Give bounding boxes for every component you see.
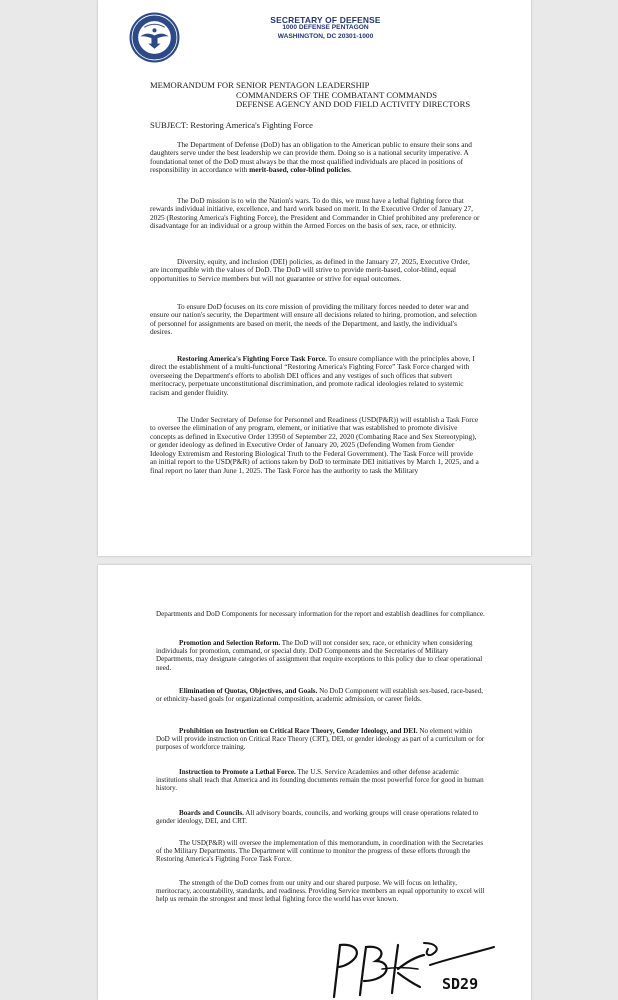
handwritten-signature [326, 939, 516, 999]
memo-line-3: DEFENSE AGENCY AND DOD FIELD ACTIVITY DIRECTORS [236, 99, 471, 110]
paragraph-closing: The strength of the DoD comes from our unity and our shared purpose. We will focus on lethality, meritocracy, accountability, standards, and readiness. Providing Service members an equal opportunity to excel will help us remain the strongest and most lethal fighting force the world has ever known. [156, 879, 485, 904]
memo-page-2 [98, 565, 531, 1000]
subject-line: SUBJECT: Restoring America's Fighting Force [150, 120, 313, 130]
letterhead-address-line1: 1000 DEFENSE PENTAGON [282, 24, 369, 32]
paragraph-usd-task-force: The Under Secretary of Defense for Personnel and Readiness (USD(P&R)) will establish a Task Force to oversee the elimination of any program, element, or initiative that was established to promote divisive concepts as defined in Executive Order 13950 of September 22, 2020 (Combating Race and Sex Stereotyping), or gender ideology as defined in Executive Order of January 20, 2025 (Defending Women from Gender Ideology Extremism and Restoring Biological Truth to the Federal Government). The Task Force will provide an initial report to the USD(P&R) of actions taken by DoD to terminate DEI initiatives by March 1, 2025, and a final report no later than June 1, 2025. The Task Force has the authority to task the Military [150, 415, 479, 475]
memo-line-2: COMMANDERS OF THE COMBATANT COMMANDS [236, 89, 437, 100]
paragraph-continuation: Departments and DoD Components for necessary information for the report and establish deadlines for compliance. [156, 610, 485, 618]
letterhead-office: SECRETARY OF DEFENSE [270, 15, 381, 25]
memo-addressees [150, 81, 470, 110]
letterhead-address-line2: WASHINGTON, DC 20301-1000 [277, 32, 374, 40]
paragraph-crt-prohibition: Prohibition on Instruction on Critical Race Theory, Gender Ideology, and DEI. No element within DoD will provide instruction on Critical Race Theory (CRT), DEI, or gender ideology as part of a curriculum or for purposes of workforce training. [156, 727, 485, 752]
dod-seal-icon [129, 12, 180, 63]
paragraph-obligation: The Department of Defense (DoD) has an obligation to the American public to ensure their sons and daughters serve under the best leadership we can provide them. Doing so is a national security imperative. A foundational tenet of the DoD must always be that the most qualified individuals are placed in positions of responsibility in accordance with merit-based, color-blind policies. [150, 140, 472, 175]
paragraph-mission: The DoD mission is to win the Nation's wars. To do this, we must have a lethal fighting force that rewards individual initiative, excellence, and hard work based on merit. In the Executive Order of January 27, 2025 (Restoring America's Fighting Force), the President and Commander in Chief prohibited any preference or disadvantage for an individual or a group within the Armed Forces on the basis of sex, race, or ethnicity. [150, 196, 480, 231]
paragraph-quotas: Elimination of Quotas, Objectives, and Goals. No DoD Component will establish sex-based, race-based, or ethnicity-based goals for organizational composition, academic admission, or career fields. [156, 687, 484, 704]
paragraph-core-mission: To ensure DoD focuses on its core mission of providing the military forces needed to deter war and ensure our nation's security, the Department will ensure all decisions related to hiring, promotion, and selection of personnel for assignments are based on merit, the needs of the Department, and lastly, the individual's desires. [150, 302, 477, 337]
svg-text:SD29: SD29 [442, 975, 479, 993]
paragraph-dei-policies: Diversity, equity, and inclusion (DEI) policies, as defined in the January 27, 2025, Executive Order, are incompatible with the values of DoD. The DoD will strive to provide merit-based, color-blind, equal opportunities to Service members but will not guarantee or strive for equal outcomes. [150, 257, 470, 283]
paragraph-oversight: The USD(P&R) will oversee the implementation of this memorandum, in coordination with the Secretaries of the Military Departments. The Department will continue to monitor the progress of these efforts through the Restoring America's Fighting Force Task Force. [156, 839, 484, 864]
paragraph-lethal-force: Instruction to Promote a Lethal Force. The U.S. Service Academies and other defense academic institutions shall teach that America and its founding documents remain the most powerful force for good in human history. [156, 768, 484, 793]
paragraph-boards: Boards and Councils. All advisory boards, councils, and working groups will cease operations related to gender ideology, DEI, and CRT. [156, 809, 479, 826]
paragraph-promotion-reform: Promotion and Selection Reform. The DoD will not consider sex, race, or ethnicity when considering individuals for promotion, command, or special duty. DoD Components and the Secretaries of Military Departments, may designate categories of assignment that require exceptions to this policy due to clear operational need. [156, 639, 483, 672]
memo-line-1: MEMORANDUM FOR SENIOR PENTAGON LEADERSHIP [150, 80, 370, 90]
paragraph-task-force: Restoring America's Fighting Force Task Force. To ensure compliance with the principles above, I direct the establishment of a multi-functional “Restoring America's Fighting Force” Task Force charged with overseeing the Department's efforts to abolish DEI offices and any vestiges of such offices that subvert meritocracy, perpetuate unconstitutional discrimination, and promote radical ideologies related to systemic racism and gender fluidity. [150, 354, 475, 397]
memo-page-1 [98, 0, 531, 556]
letterhead [238, 16, 413, 41]
